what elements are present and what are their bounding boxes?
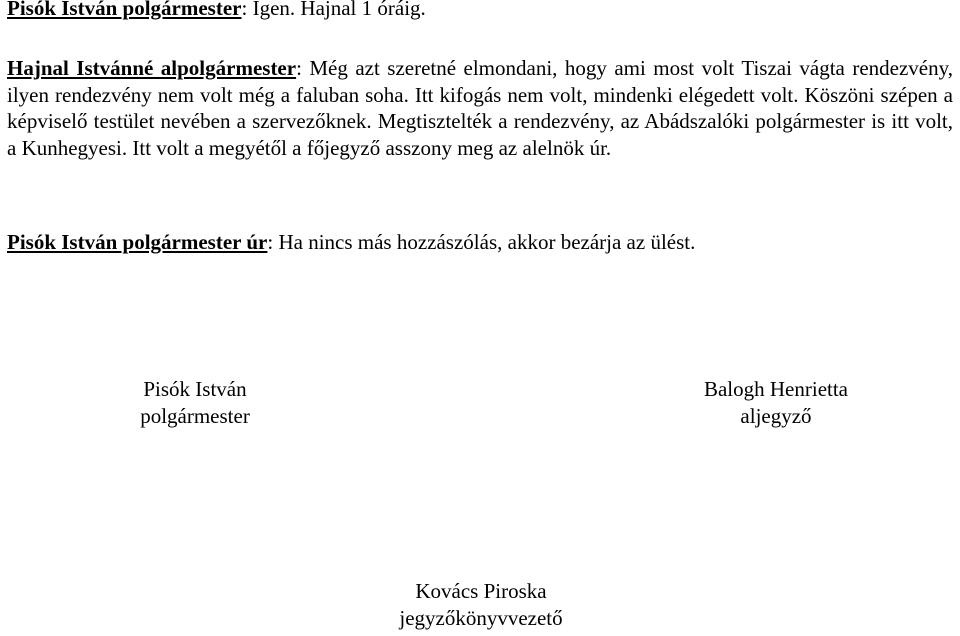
- speaker-separator: :: [241, 0, 248, 20]
- paragraph-text: Ha nincs más hozzászólás, akkor bezárja az ülést.: [273, 230, 696, 254]
- speaker-name: Pisók István polgármester úr: [7, 230, 268, 254]
- signature-name: Pisók István: [143, 377, 247, 401]
- speaker-name: Hajnal Istvánné alpolgármester: [7, 56, 297, 80]
- signature-name: Kovács Piroska: [415, 579, 547, 603]
- signature-title: aljegyző: [740, 404, 812, 428]
- signature-mayor: [95, 376, 295, 430]
- paragraph-text: Még azt szeretné elmondani, hogy ami most volt Tiszai vágta rendezvény, ilyen rendezvény nem volt még a faluban soha. Itt kifogás nem volt, mindenki elégedett volt. Köszöni szépen a képviselő testület nevében a szervezőknek. Megtisztelték a rendezvény, az Abádszalóki polgármester is itt volt, a Kunhegyesi. Itt volt a megyétől a főjegyző asszony meg az alelnök úr.: [7, 56, 953, 160]
- signature-title: polgármester: [140, 404, 250, 428]
- paragraph-deputy-mayor: [7, 55, 953, 161]
- speaker-separator: :: [267, 230, 274, 254]
- signature-deputy-notary: [661, 376, 891, 430]
- paragraph-mayor-reply: [7, 0, 953, 22]
- signature-name: Balogh Henrietta: [703, 377, 849, 401]
- speaker-separator: :: [296, 56, 302, 80]
- paragraph-text: Igen. Hajnal 1 óráig.: [247, 0, 426, 20]
- speaker-name: Pisók István polgármester: [7, 0, 242, 20]
- signature-minutes-keeper: [366, 578, 596, 632]
- paragraph-mayor-closing: [7, 229, 953, 256]
- signature-title: jegyzőkönyvvezető: [399, 606, 563, 630]
